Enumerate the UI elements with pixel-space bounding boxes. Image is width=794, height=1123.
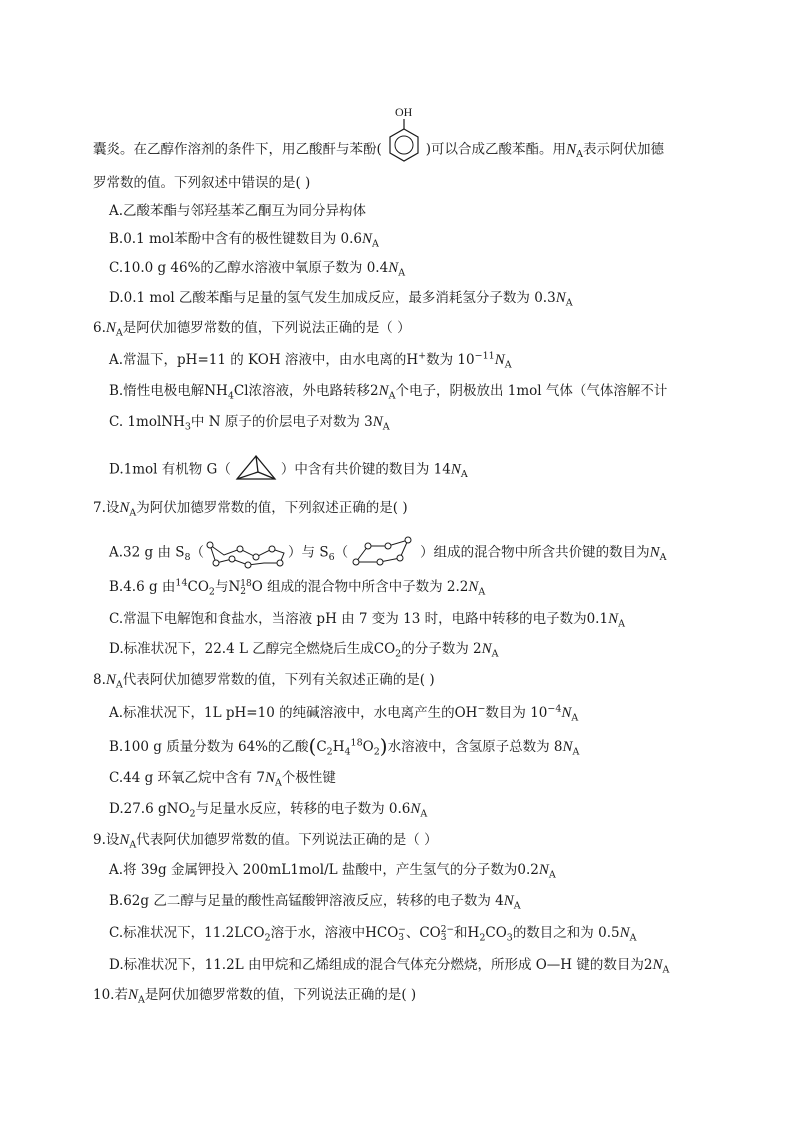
text: 中 N 原子的价层电子对数为 3 — [190, 414, 373, 430]
na-subscript: A — [274, 777, 282, 789]
text: Cl — [233, 383, 249, 399]
text: B.0.1 mol苯酚中含有的极性键数目为 0.6 — [109, 231, 362, 247]
text: 代表阿伏加德罗常数的值。下列说法正确的是（ ） — [136, 832, 438, 848]
na-symbol: N — [468, 579, 479, 595]
text: A.将 39g 金属钾投入 200mL1mol/L 盐酸中，产生氢气的分子数为 — [109, 862, 518, 878]
na-symbol: N — [372, 414, 383, 430]
q7-option-a — [109, 536, 667, 570]
q7-option-d — [109, 639, 498, 659]
na-subscript: A — [571, 712, 579, 724]
text: 个极性键 — [281, 770, 336, 786]
na-symbol: N — [566, 141, 577, 158]
text: B.4.6 g 由 — [109, 579, 176, 595]
na-subscript: A — [478, 586, 486, 598]
text: 3 — [440, 932, 447, 943]
na-symbol: N — [105, 672, 116, 688]
text: B.惰性电极电解 — [109, 383, 205, 399]
ion-stack — [441, 926, 454, 942]
text: −4 — [547, 703, 562, 715]
text: A.标准状况下，1L pH=10 的纯碱溶液中，水电离产生的 — [109, 705, 455, 721]
na-symbol: N — [119, 500, 130, 516]
text: 2 — [189, 808, 196, 820]
s6-ring-figure — [348, 536, 420, 570]
intro-text-c: 表示阿伏加德 — [582, 141, 664, 158]
intro-option-d — [109, 288, 573, 308]
na-subscript: A — [629, 932, 637, 944]
na-subscript: A — [138, 994, 145, 1006]
text: 0.2 — [517, 862, 539, 878]
na-symbol: N — [555, 290, 566, 306]
text: D.1mol 有机物 G（ — [109, 461, 231, 478]
na-symbol: N — [119, 832, 130, 848]
na-subscript: A — [129, 507, 137, 519]
text: 8. — [93, 672, 106, 688]
na-subscript: A — [115, 327, 123, 339]
open-paren: ( — [308, 734, 317, 758]
text: 2 — [208, 586, 215, 598]
close-paren: ) — [379, 734, 388, 758]
text: HCO — [365, 925, 399, 941]
text: 18 — [240, 578, 252, 589]
text: + — [418, 350, 427, 362]
na-symbol: N — [649, 544, 660, 561]
na-subscript: A — [115, 679, 123, 691]
q6-option-a — [109, 350, 512, 370]
text: 与足量水反应，转移的电子数为 0.6 — [195, 801, 411, 817]
ion-stack — [398, 926, 406, 942]
text: D.标准状况下，22.4 L 乙醇完全燃烧后生成 — [109, 641, 374, 657]
na-symbol: N — [619, 925, 630, 941]
text: 3 — [184, 421, 191, 433]
na-symbol: N — [608, 611, 619, 627]
na-symbol: N — [264, 770, 275, 786]
na-subscript: A — [565, 297, 573, 309]
na-symbol: N — [388, 260, 399, 276]
q9-stem — [93, 830, 438, 850]
text: 代表阿伏加德罗常数的值，下列有关叙述正确的是( ) — [122, 672, 435, 688]
na-symbol: N — [503, 893, 514, 909]
text: C. 1mol — [109, 414, 162, 430]
q9-option-c — [109, 923, 636, 943]
intro-option-c — [109, 258, 405, 278]
na-subscript: A — [504, 359, 512, 371]
text: 浓溶液，外电路转移 — [248, 383, 371, 399]
intro-text-b: )可以合成乙酸苯酯。用 — [425, 141, 567, 158]
na-symbol: N — [127, 987, 138, 1003]
q9-option-b — [109, 891, 521, 911]
intro-option-b — [109, 229, 379, 249]
text: ）与 S — [288, 544, 329, 561]
text: C.常温下电解饱和食盐水，当溶液 pH 由 7 变为 13 时，电路中转移的电子数为 — [109, 611, 587, 627]
q10-stem — [93, 985, 416, 1005]
text: 10.若 — [93, 987, 128, 1003]
bicyclobutane-structure-figure — [231, 453, 281, 487]
text: C.标准状况下，11.2L — [109, 925, 244, 941]
text: 与 — [214, 579, 229, 595]
na-subscript: A — [398, 267, 406, 279]
na-symbol: N — [105, 320, 116, 336]
q7-option-b — [109, 577, 485, 597]
text: CO — [485, 925, 507, 941]
text: 2 — [326, 746, 333, 758]
text: 18 — [350, 737, 363, 749]
text: A.32 g 由 S — [109, 544, 185, 561]
text: 6 — [328, 552, 335, 564]
text: A.常温下，pH=11 的 KOH 溶液中，由水电离的 — [109, 352, 407, 368]
na-symbol: N — [652, 957, 663, 973]
text: CO — [243, 925, 265, 941]
text: 为阿伏加德罗常数的值，下列叙述正确的是( ) — [136, 500, 408, 516]
isotope-stack — [240, 580, 251, 596]
intro-text-a: 囊炎。在乙醇作溶剂的条件下，用乙酸酐与苯酚( — [93, 141, 382, 158]
text: H — [406, 352, 419, 368]
na-symbol: N — [410, 801, 421, 817]
text: 和 — [454, 925, 468, 941]
text: 2 — [370, 383, 379, 399]
text: 8 — [184, 552, 191, 564]
text: −11 — [474, 350, 495, 362]
q7-stem — [93, 498, 408, 518]
na-subscript: A — [129, 839, 137, 851]
q8-stem — [93, 670, 435, 690]
q9-option-d — [109, 955, 669, 975]
intro-option-a: A.乙酸苯酯与邻羟基苯乙酮互为同分异构体 — [109, 203, 367, 219]
text: B.62g 乙二醇与足量的酸性高锰酸钾溶液反应，转移的电子数为 4 — [109, 893, 504, 909]
na-symbol: N — [538, 862, 549, 878]
text: N — [228, 579, 241, 595]
text: 2 — [240, 586, 246, 597]
na-symbol: N — [450, 461, 461, 478]
text: 2 — [479, 932, 486, 944]
text: 4 — [344, 746, 351, 758]
text: C — [316, 739, 327, 755]
text: 是阿伏加德罗常数的值，下列说法正确的是（ ） — [122, 320, 411, 336]
q6-option-c — [109, 412, 390, 432]
text: 、 — [405, 925, 420, 941]
q6-stem: $6.N_A$是阿伏加德罗常数的值，下列说法正确的是（ ） — [93, 320, 411, 339]
na-subscript: A — [460, 469, 468, 481]
na-subscript: A — [420, 808, 428, 820]
q8-option-b — [109, 736, 579, 757]
na-subscript: A — [576, 149, 583, 161]
na-symbol: N — [562, 739, 573, 755]
text: ）中含有共价键的数目为 14 — [280, 461, 451, 478]
text: 2 — [395, 648, 402, 660]
q8-option-d — [109, 799, 427, 819]
text: 4 — [227, 390, 234, 402]
na-symbol: N — [561, 705, 572, 721]
intro-line-1 — [93, 105, 664, 181]
text: 数为 10 — [426, 352, 475, 368]
text: 9.设 — [93, 832, 120, 848]
text: 2 — [373, 746, 380, 758]
text: 7.设 — [93, 500, 120, 516]
na-symbol: N — [481, 641, 492, 657]
text: 2− — [440, 924, 455, 935]
text: 的数目之和为 0.5 — [512, 925, 620, 941]
text: − — [398, 924, 406, 935]
na-symbol: N — [494, 352, 505, 368]
na-subscript: A — [372, 238, 379, 250]
na-subscript: A — [548, 869, 556, 881]
text: 水溶液中，含氢原子总数为 8 — [387, 739, 563, 755]
text: D.27.6 g — [109, 801, 167, 817]
text: NO — [166, 801, 190, 817]
text: − — [477, 703, 486, 715]
text: ）组成的混合物中所含共价键的数目为 — [420, 544, 650, 561]
text: OH — [454, 705, 478, 721]
text: 个电子，阴极放出 1mol 气体（气体溶解不计 — [395, 383, 668, 399]
q8-option-a — [109, 703, 578, 723]
text: CO — [419, 925, 441, 941]
na-symbol: N — [378, 383, 389, 399]
q6-option-d — [109, 453, 468, 487]
text: H — [332, 739, 345, 755]
na-subscript: A — [388, 390, 396, 402]
text: NH — [204, 383, 228, 399]
na-subscript: A — [513, 900, 521, 912]
intro-line-2: 罗常数的值。下列叙述中错误的是( ) — [93, 175, 311, 191]
text: 数目为 10 — [485, 705, 548, 721]
q8-option-c — [109, 768, 336, 788]
text: 是阿伏加德罗常数的值，下列说法正确的是( ) — [144, 987, 417, 1003]
text: 2 — [264, 932, 271, 944]
text: O — [362, 739, 374, 755]
phenol-structure-figure — [382, 105, 426, 167]
text: D.0.1 mol 乙酸苯酯与足量的氢气发生加成反应，最多消耗氢分子数为 0.3 — [109, 290, 556, 306]
s8-ring-figure — [204, 537, 288, 569]
text: 0.1 — [586, 611, 609, 627]
text: H — [467, 925, 480, 941]
text: （ — [190, 544, 205, 561]
na-subscript: A — [572, 746, 580, 758]
text: D.标准状况下，11.2L 由甲烷和乙烯组成的混合气体充分燃烧，所形成 O—H 键的数目为 — [109, 957, 644, 973]
na-subscript: A — [618, 618, 625, 630]
text: 3 — [506, 932, 513, 944]
na-subscript: A — [382, 421, 390, 433]
oh-label: OH — [394, 105, 413, 119]
na-subscript: A — [491, 648, 499, 660]
text: CO — [187, 579, 209, 595]
text: 3 — [398, 932, 405, 943]
text: 的分子数为 2 — [401, 641, 482, 657]
text: C.10.0 g 46%的乙醇水溶液中氧原子数为 0.4 — [109, 260, 389, 276]
text: O 组成的混合物中所含中子数为 2.2 — [251, 579, 469, 595]
text: 2 — [643, 957, 653, 973]
text: C.44 g 环氧乙烷中含有 7 — [109, 770, 265, 786]
q7-option-c — [109, 609, 625, 629]
q6-option-b — [109, 381, 667, 401]
na-subscript: A — [662, 964, 670, 976]
text: NH — [161, 414, 185, 430]
text: 溶于水，溶液中 — [270, 925, 366, 941]
text: CO — [373, 641, 396, 657]
text: 14 — [175, 577, 188, 589]
na-subscript: A — [659, 552, 667, 564]
text: B.100 g 质量分数为 64%的乙酸 — [109, 739, 309, 755]
q9-option-a — [109, 860, 556, 880]
na-symbol: N — [361, 231, 372, 247]
text: （ — [334, 544, 349, 561]
